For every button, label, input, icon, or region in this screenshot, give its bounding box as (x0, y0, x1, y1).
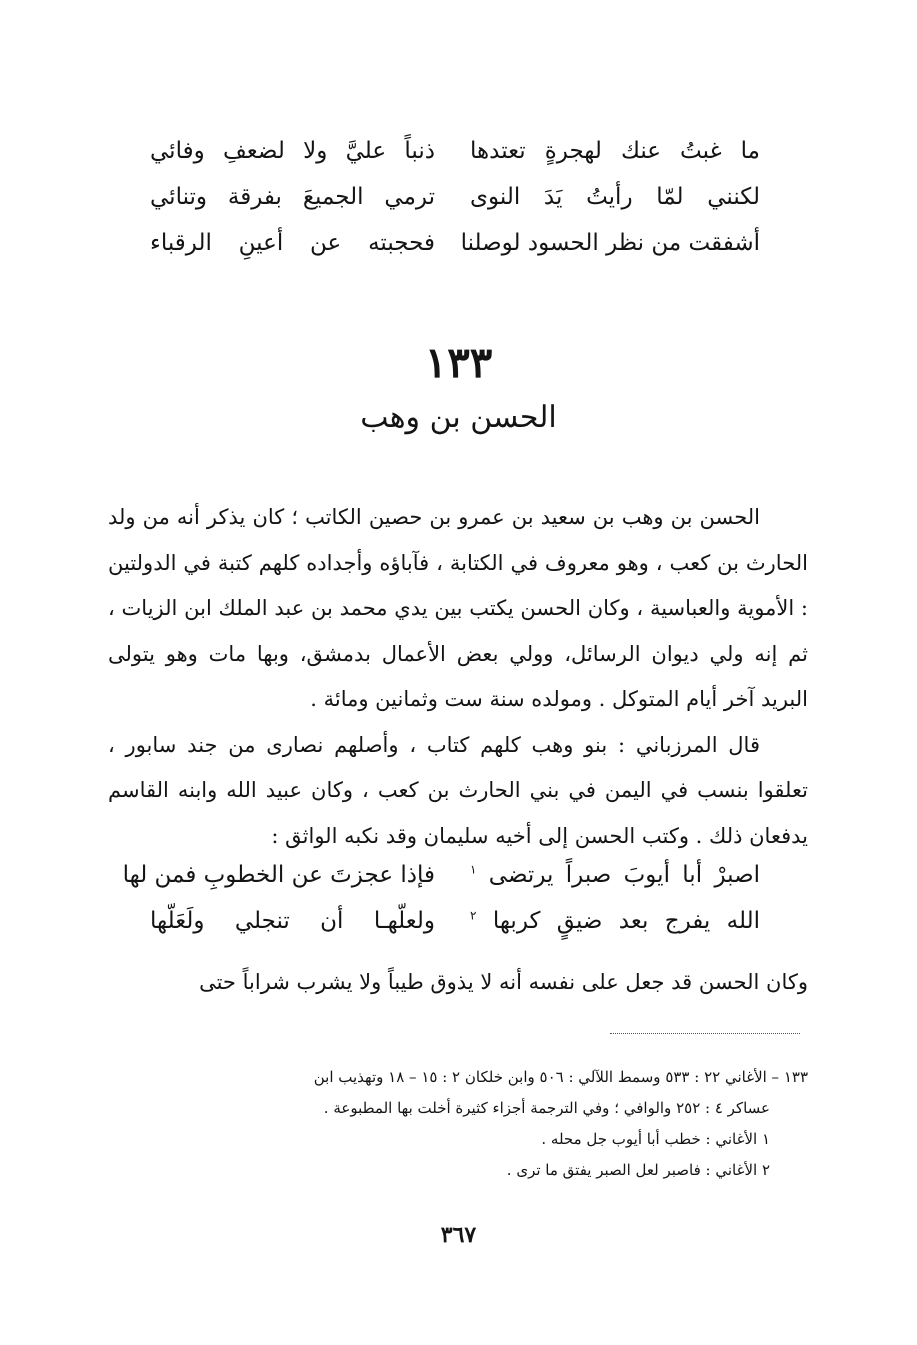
verse-first-hemistich: ما غبتُ عنك لهجرةٍ تعتدها (470, 138, 760, 164)
paragraph: الحسن بن وهب بن سعيد بن عمرو بن حصين الكاتب ؛ كان يذكر أنه من ولد الحارث بن كعب ، وهو معروف في الكتابة ، فآباؤه وأجداده كلهم كتبة في الدولتين : الأموية والعباسية ، وكان الحسن يكتب بين يدي محمد بن عبد الملك ابن الزيات ، ثم إنه ولي ديوان الرسائل، وولي بعض الأعمال بدمشق، وبها مات وهو يتولى البريد آخر أيام المتوكل . ومولده سنة ست وثمانين ومائة . (108, 505, 808, 711)
verse-second-hemistich: ولعلّهـا أن تنجلي ولَعَلّها (150, 908, 435, 934)
verse-second-hemistich: ذنباً عليَّ ولا لضعفِ وفائي (150, 138, 435, 164)
footnote-source-continued: عساكر ٤ : ٢٥٢ والوافي ؛ وفي الترجمة أجزاء كثيرة أخلت بها المطبوعة . (323, 1099, 770, 1117)
verse-second-hemistich: فحجبته عن أعينِ الرقباء (150, 230, 435, 256)
entry-title: الحسن بن وهب (360, 400, 557, 435)
verse-line (150, 128, 760, 174)
footnote-marker: ٢ (470, 908, 477, 923)
entry-number: ١٣٣ (424, 338, 493, 387)
footnotes (108, 1062, 808, 1186)
verse-line (150, 174, 760, 220)
footnote-2: ٢ الأغاني : فاصبر لعل الصبر يفتق ما ترى . (506, 1161, 770, 1179)
verse-text: الله يفرج بعد ضيقٍ كربها (492, 908, 760, 934)
footnote-source: ١٣٣ – الأغاني ٢٢ : ٥٣٣ وسمط اللآلي : ٥٠٦ وابن خلكان ٢ : ١٥ – ١٨ وتهذيب ابن (313, 1068, 808, 1086)
biography-text-continued (108, 960, 808, 1006)
verse-line (122, 852, 760, 898)
verse-line (150, 220, 760, 266)
verse-second-hemistich: فإذا عجزتَ عن الخطوبِ فمن لها (122, 862, 435, 888)
poem-verses-mid (122, 852, 760, 944)
verse-second-hemistich: ترمي الجميعَ بفرقة وتنائي (150, 184, 435, 210)
verse-first-hemistich: أشفقت من نظر الحسود لوصلنا (460, 230, 760, 256)
paragraph: وكان الحسن قد جعل على نفسه أنه لا يذوق طيباً ولا يشرب شراباً حتى (199, 970, 808, 994)
verse-first-hemistich: لكنني لمّا رأيتُ يَدَ النوى (470, 184, 760, 210)
biography-text (108, 495, 808, 859)
page-number: ٣٦٧ (440, 1222, 477, 1248)
verse-text: اصبرْ أبا أيوبَ صبراً يرتضى (488, 862, 760, 888)
footnote-separator (610, 1033, 800, 1034)
verse-first-hemistich (470, 908, 760, 934)
poem-verses-top (150, 128, 760, 266)
verse-line (150, 898, 760, 944)
footnote-1: ١ الأغاني : خطب أبا أيوب جل محله . (541, 1130, 770, 1148)
paragraph: قال المرزباني : بنو وهب كلهم كتاب ، وأصلهم نصارى من جند سابور ، تعلقوا بنسب في اليمن في بني الحارث بن كعب ، وكان عبيد الله وابنه القاسم يدفعان ذلك . وكتب الحسن إلى أخيه سليمان وقد نكبه الواثق : (108, 732, 808, 848)
verse-first-hemistich (470, 862, 760, 888)
footnote-marker: ١ (470, 862, 477, 877)
